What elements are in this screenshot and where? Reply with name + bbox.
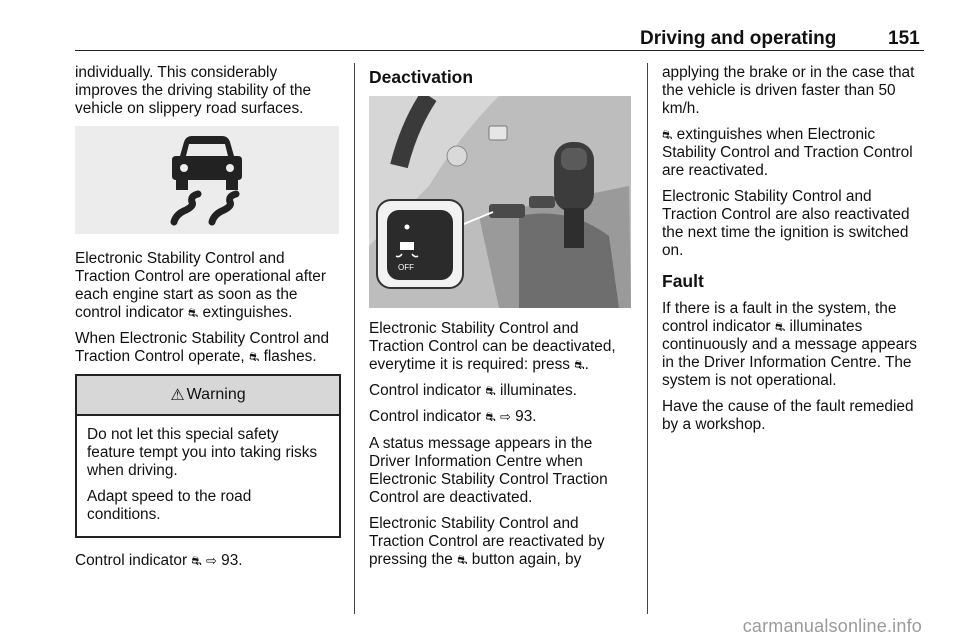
header-rule — [75, 50, 924, 51]
cross-reference-arrow-icon: ⇨ — [499, 410, 511, 425]
paragraph: Adapt speed to the road conditions. — [87, 488, 252, 523]
column-3 — [662, 64, 927, 442]
paragraph: A status message appears in the Driver Information Centre when Electronic Stability Control Traction Control are deactivated. — [369, 435, 608, 506]
gear-console-photo — [369, 96, 631, 308]
paragraph: Do not let this special safety feature tempt you into taking risks when driving. — [87, 426, 318, 479]
esc-off-icon: ⛐ — [485, 384, 496, 398]
column-divider — [354, 63, 355, 614]
paragraph: Electronic Stability Control and Traction Control are reactivated by pressing the ⛐ button again, by — [369, 515, 605, 568]
paragraph: Control indicator ⛐ ⇨ 93. — [75, 552, 243, 569]
warning-triangle-icon: ⚠ — [170, 385, 185, 404]
paragraph: If there is a fault in the system, the control indicator ⛐ illuminates continuously and a message appears in the Driver Information Centre. The system is not operational. — [662, 300, 917, 389]
esc-skid-icon — [162, 134, 252, 226]
paragraph: Electronic Stability Control and Traction Control are operational after each engine start as soon as the control indicator ⛐ extinguishes. — [75, 250, 326, 321]
section-heading: Deactivation — [369, 67, 474, 87]
esc-off-icon: ⛐ — [457, 553, 468, 567]
esc-skid-icon: ⛐ — [187, 306, 199, 320]
esc-skid-icon: ⛐ — [191, 554, 202, 568]
paragraph: Control indicator ⛐ illuminates. — [369, 382, 577, 399]
section-title: Driving and operating — [640, 28, 837, 49]
cross-reference-arrow-icon: ⇨ — [205, 554, 217, 569]
esc-off-icon: ⛐ — [662, 128, 673, 142]
paragraph: When Electronic Stability Control and Traction Control operate, ⛐ flashes. — [75, 330, 330, 365]
column-divider — [647, 63, 648, 614]
paragraph: individually. This considerably improves the driving stability of the vehicle on slippery road surfaces. — [75, 64, 312, 117]
column-1 — [75, 64, 341, 579]
esc-skid-icon: ⛐ — [248, 350, 260, 364]
paragraph: Electronic Stability Control and Traction Control are also reactivated the next time the ignition is switched on. — [662, 188, 910, 259]
warning-header: ⚠ Warning — [77, 376, 339, 416]
page-number: 151 — [888, 28, 920, 49]
warning-box — [75, 374, 341, 538]
esc-off-icon: ⛐ — [485, 410, 496, 424]
esc-skid-illustration — [75, 126, 339, 234]
esc-off-icon: ⛐ — [574, 358, 585, 372]
esc-off-button-label: OFF — [398, 263, 414, 272]
paragraph: Have the cause of the fault remedied by a workshop. — [662, 398, 914, 433]
paragraph: applying the brake or in the case that the vehicle is driven faster than 50 km/h. — [662, 64, 915, 117]
watermark: carmanualsonline.info — [742, 616, 922, 636]
paragraph: ⛐ extinguishes when Electronic Stability Control and Traction Control are reactivated. — [662, 126, 913, 179]
column-2 — [369, 64, 637, 577]
esc-skid-icon: ⛐ — [774, 320, 786, 334]
paragraph: Electronic Stability Control and Traction Control can be deactivated, everytime it is required: press ⛐. — [369, 320, 616, 373]
paragraph: Control indicator ⛐ ⇨ 93. — [369, 408, 537, 425]
warning-body — [77, 416, 339, 536]
section-heading: Fault — [662, 271, 704, 291]
